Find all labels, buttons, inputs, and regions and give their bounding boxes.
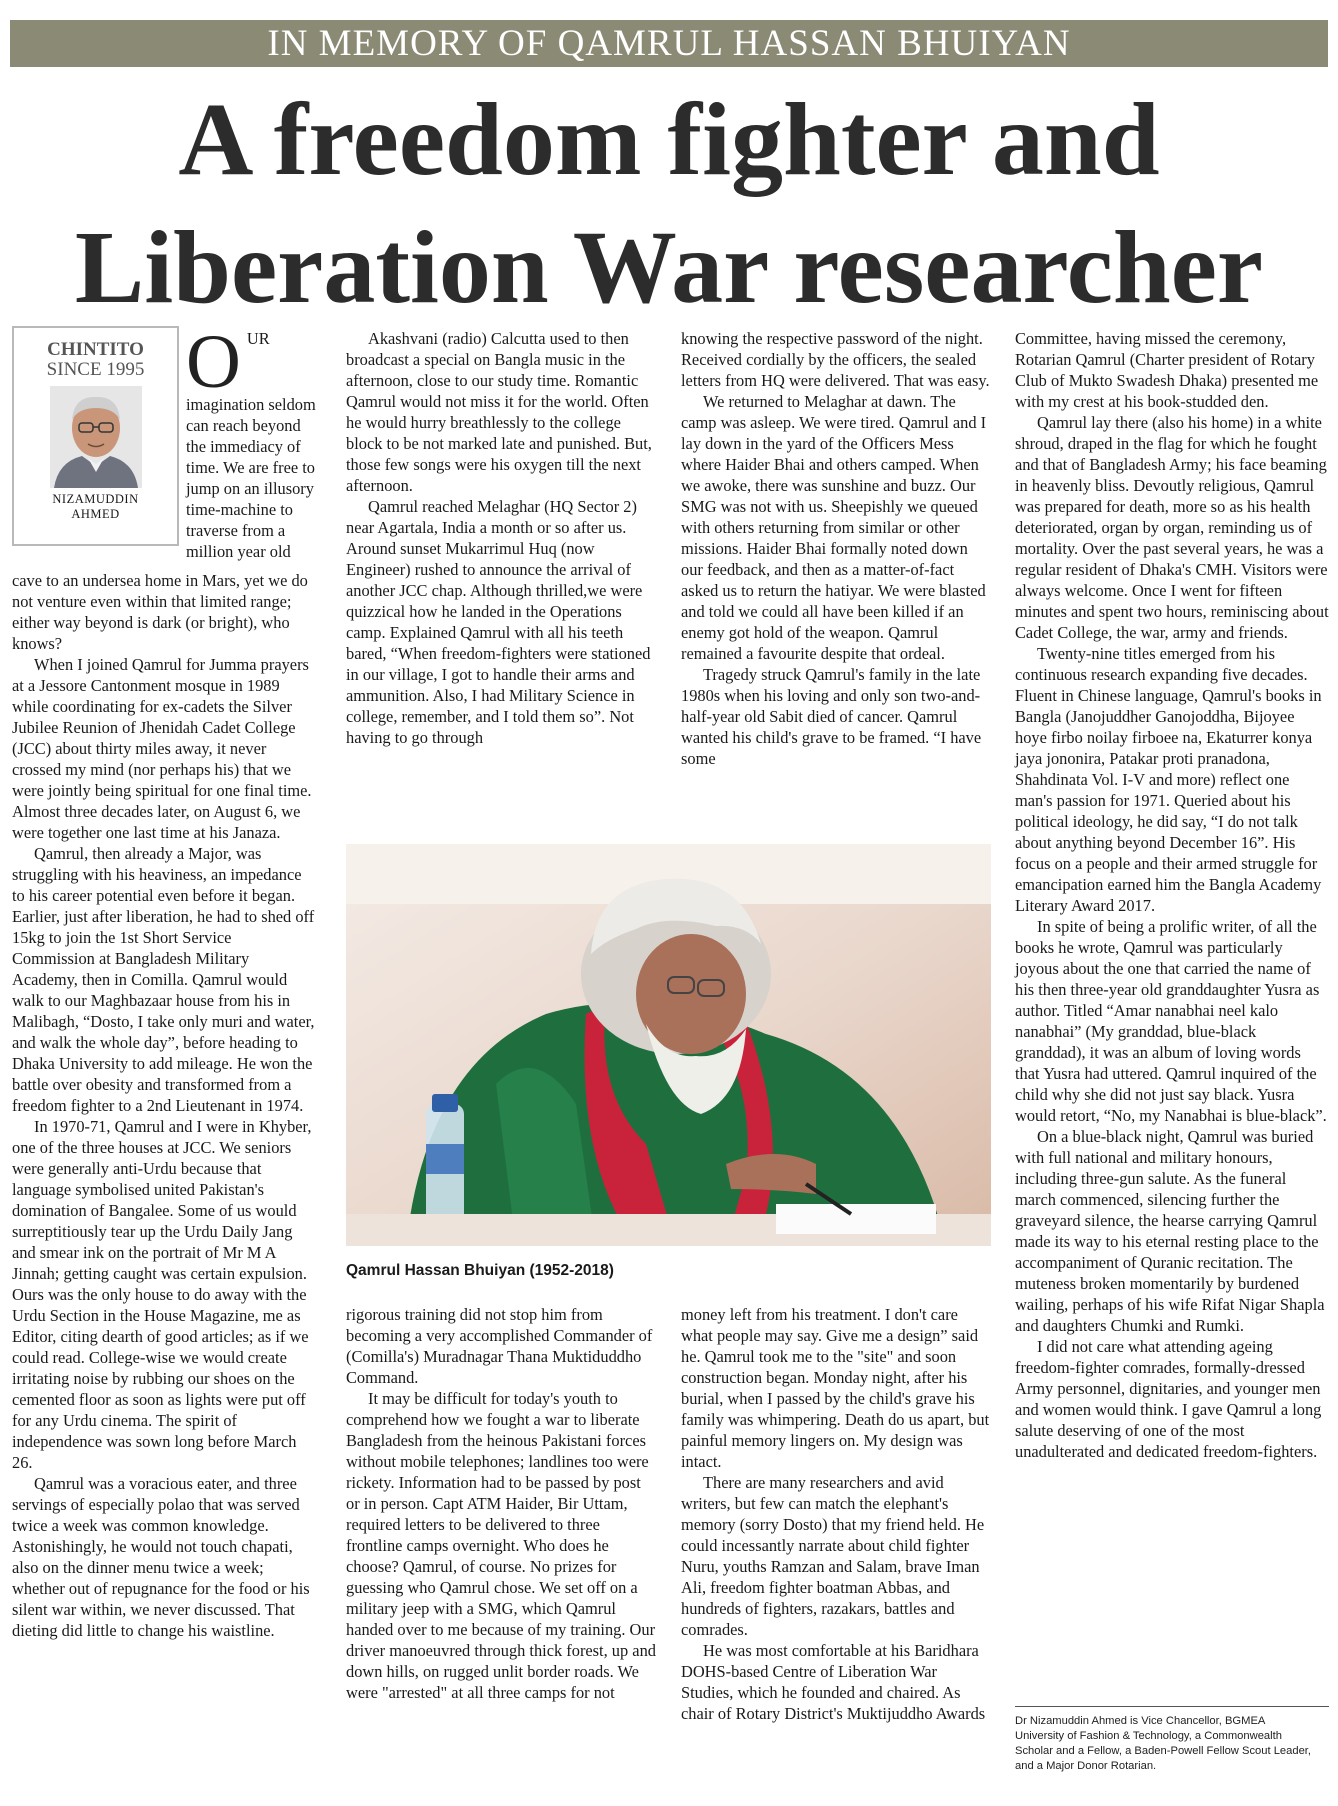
headline-line-2: Liberation War researcher — [74, 210, 1264, 325]
paragraph: Committee, having missed the ceremony, Rotarian Qamrul (Charter president of Rotary Club of Mukto Swadesh Dhaka) presented me with my crest at his book-studded den. — [1015, 329, 1319, 411]
paragraph: He was most comfortable at his Baridhara DOHS-based Centre of Liberation War Studies, which he founded and chaired. As chair of Rotary District's Muktijuddho Awards — [681, 1641, 986, 1723]
paragraph: knowing the respective password of the night. Received cordially by the officers, the sealed letters from HQ were delivered. That was easy. — [681, 329, 990, 390]
author-portrait — [50, 386, 142, 488]
paragraph: Qamrul reached Melaghar (HQ Sector 2) near Agartala, India a month or so after us. Around sunset Mukarrimul Huq (now Engineer) rushed to announce the arrival of another JCC chap. Although thrilled,we were quizzical how he landed in the Operations camp. Explained Qamrul with all his teeth bared, “When freedom-fighters were stationed in our village, I got to handle their arms and ammunition. Also, I had Military Science in college, remember, and I told them so”. Not having to go through — [346, 497, 651, 747]
byline-box — [12, 326, 179, 546]
photo-caption: Qamrul Hassan Bhuiyan (1952-2018) — [346, 1262, 614, 1279]
intro-text: UR imagination seldom can reach beyond the immediacy of time. We are free to jump on an illusory time-machine to traverse from a million year old — [186, 329, 316, 561]
article-column-3-top — [681, 328, 993, 769]
headline-line-1: A freedom fighter and — [178, 82, 1160, 197]
paragraph: rigorous training did not stop him from becoming a very accomplished Commander of (Comilla's) Muradnagar Thana Muktiduddho Command. — [346, 1305, 653, 1387]
author-name — [14, 492, 177, 522]
paragraph: Qamrul was a voracious eater, and three servings of especially polao that was served twice a week was common knowledge. Astonishingly, he would not touch chapati, also on the dinner menu twice a week; whether out of repugnance for the food or his silent war within, we never discussed. That dieting did little to change his waistline. — [12, 1474, 310, 1640]
article-column-3-bottom — [681, 1304, 993, 1724]
author-bio: Dr Nizamuddin Ahmed is Vice Chancellor, BGMEA University of Fashion & Technology, a Commonwealth Scholar and a Fellow, a Baden-Powell Fellow Scout Leader, and a Major Donor Rotarian. — [1015, 1715, 1312, 1772]
paragraph: Qamrul, then already a Major, was struggling with his heaviness, an impedance to his career potential even before it began. Earlier, just after liberation, he had to shed off 15kg to join the 1st Short Service Commission at Bangladesh Military Academy, then in Comilla. Qamrul would walk to our Maghbazaar house from his in Malibagh, “Dosto, I take only muri and water, and walk the whole day”, before heading to Dhaka University to add mileage. He won the battle over obesity and transformed from a freedom fighter to a 2nd Lieutenant in 1974. — [12, 844, 315, 1115]
paragraph: It may be difficult for today's youth to comprehend how we fought a war to liberate Bangladesh from the heinous Pakistani forces without mobile telephones; landlines too were rickety. Information had to be passed by post or in person. Capt ATM Haider, Bir Uttam, required letters to be delivered to three frontline camps overnight. Who does he choose? Qamrul, of course. No prizes for guessing who Qamrul chose. We set off on a military jeep with a SMG, which Qamrul handed over to me because of my training. Our driver manoeuvred through thick forest, up and down hills, on rugged unlit border roads. We were "arrested" at all three camps for not — [346, 1389, 656, 1702]
article-column-1 — [12, 570, 318, 1641]
article-column-2-bottom — [346, 1304, 656, 1703]
section-banner: IN MEMORY OF QAMRUL HASSAN BHUIYAN — [10, 20, 1328, 67]
paragraph: In 1970-71, Qamrul and I were in Khyber, one of the three houses at JCC. We seniors were generally anti-Urdu because that language symbolised united Pakistan's domination of Bangalee. Some of us would surreptitiously tear up the Urdu Daily Jang and smear ink on the portrait of Mr M A Jinnah; getting caught was certain expulsion. Ours was the only house to do away with the Urdu Section in the House Magazine, me as Editor, citing dearth of good articles; as if we could read. College-wise we would create irritating noise by rubbing our shoes on the cemented floor as soon as lights were put off for any Urdu cinema. The spirit of independence was sown long before March 26. — [12, 1117, 312, 1472]
paragraph: cave to an undersea home in Mars, yet we do not venture even within that limited range; either way beyond is dark (or bright), who knows? — [12, 571, 308, 653]
headline — [0, 76, 1338, 332]
drop-cap: O — [186, 320, 241, 404]
article-column-4 — [1015, 328, 1329, 1462]
paragraph: On a blue-black night, Qamrul was buried with full national and military honours, including three-gun salute. As the funeral march commenced, silencing further the graveyard silence, the hearse carrying Qamrul made its way to his eternal resting place to the accompaniment of Quranic recitation. The muteness broken momentarily by burdened wailing, perhaps of his wife Rifat Nigar Shapla and daughters Chumki and Rumki. — [1015, 1127, 1325, 1335]
paragraph: When I joined Qamrul for Jumma prayers at a Jessore Cantonment mosque in 1989 while coordinating for ex-cadets the Silver Jubilee Reunion of Jhenidah Cadet College (JCC) about thirty miles away, it never crossed my mind (nor perhaps his) that we were jointly being spiritual for one final time. Almost three decades later, on August 6, we were together one last time at his Janaza. — [12, 655, 312, 842]
paragraph: Qamrul lay there (also his home) in a white shroud, draped in the flag for which he fought and that of Bangladesh Army; his face beaming in heavenly bliss. Devoutly religious, Qamrul was prepared for death, more so as his health deteriorated, organ by organ, reminding us of mortality. Over the past several years, he was a regular resident of Dhaka's CMH. Visitors were always welcome. Once I went for fifteen minutes and spent two hours, reminiscing about Cadet College, the war, army and friends. — [1015, 413, 1329, 642]
paragraph: There are many researchers and avid writers, but few can match the elephant's memory (sorry Dosto) that my friend held. He could incessantly narrate about child fighter Nuru, youths Ramzan and Salam, brave Iman Ali, freedom fighter boatman Abbas, and hundreds of fighters, razakars, battles and comrades. — [681, 1473, 985, 1639]
author-last-name: AHMED — [71, 507, 120, 521]
paragraph: We returned to Melaghar at dawn. The camp was asleep. We were tired. Qamrul and I lay down in the yard of the Officers Mess where Haider Bhai and others camped. When we awoke, there was sunshine and buzz. Our SMG was not with us. Sheepishly we queued with others returning from similar or other missions. Haider Bhai formally noted down our feedback, and then as a matter-of-fact asked us to return the hatiyar. We were blasted and told we could all have been killed if an enemy got hold of the weapon. Qamrul remained a favourite despite that ordeal. — [681, 392, 987, 663]
paragraph: In spite of being a prolific writer, of all the books he wrote, Qamrul was particularly joyous about the one that carried the name of his then three-year old granddaughter Yusra as author. Titled “Amar nanabhai neel kalo nanabhai” (My granddad, blue-black granddad), it was an album of loving words that Yusra had uttered. Qamrul inquired of the child why she did not just say black. Yusra would retort, “No, my Nanabhai is blue-black”. — [1015, 917, 1327, 1125]
paragraph: I did not care what attending ageing freedom-fighter comrades, formally-dressed Army personnel, dignitaries, and younger men and women would think. I gave Qamrul a long salute deserving of one of the most unadulterated and dedicated freedom-fighters. — [1015, 1337, 1322, 1461]
paragraph: Akashvani (radio) Calcutta used to then broadcast a special on Bangla music in the afternoon, close to our study time. Romantic Qamrul would not miss it for the world. Often he would hurry breathlessly to the college block to be not marked late and punished. But, those few songs were his oxygen till the next afternoon. — [346, 329, 652, 495]
intro-paragraph — [186, 320, 320, 562]
author-first-name: NIZAMUDDIN — [52, 492, 139, 506]
bio-divider — [1015, 1706, 1329, 1707]
paragraph: money left from his treatment. I don't care what people may say. Give me a design” said he. Qamrul took me to the "site" and soon construction began. Monday night, after his burial, when I passed by the child's grave his family was whimpering. Death do us apart, but painful memory lingers on. My design was intact. — [681, 1305, 990, 1471]
article-column-2-top — [346, 328, 656, 748]
paragraph: Tragedy struck Qamrul's family in the late 1980s when his loving and only son two-and-half-year old Sabit died of cancer. Qamrul wanted his child's grave to be framed. “I have some — [681, 665, 982, 768]
column-name: CHINTITO — [47, 339, 144, 360]
paragraph: Twenty-nine titles emerged from his continuous research expanding five decades. Fluent in Chinese language, Qamrul's books in Bangla (Janojuddher Ganojoddha, Bijoyee hoye firbo noilay firboee na, Ekaturrer konya jaya jononira, Patakar proti pranadona, Shahdinata Vol. I-V and more) reflect one man's passion for 1971. Queried about his political ideology, he did say, “I do not talk about anything beyond December 16”. His focus on a people and their armed struggle for emancipation earned him the Bangla Academy Literary Award 2017. — [1015, 644, 1322, 915]
column-since: SINCE 1995 — [46, 359, 145, 380]
article-photo — [346, 844, 991, 1246]
